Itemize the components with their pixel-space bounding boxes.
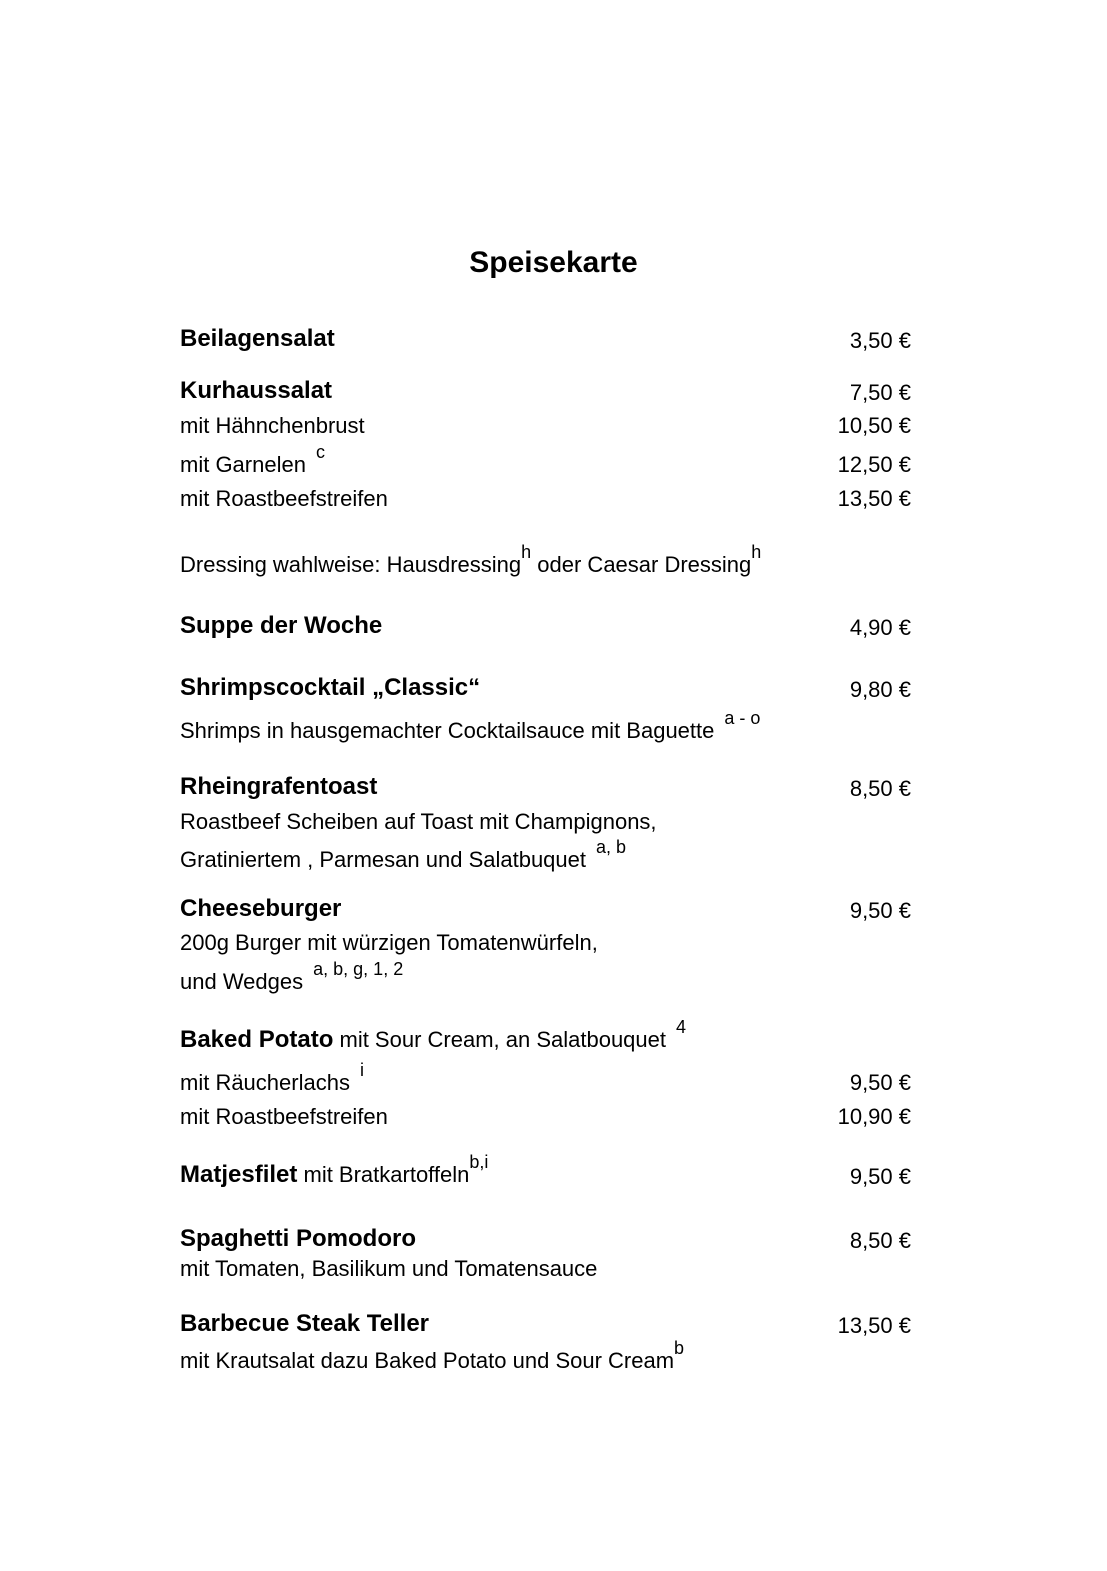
item-name-suppe: Suppe der Woche — [180, 612, 383, 639]
item-description-text: mit Krautsalat dazu Baked Potato und Sour Cream — [180, 1348, 675, 1373]
item-description — [180, 837, 627, 873]
dressing-line — [180, 542, 762, 578]
item-price-barbecue: 13,50 € — [837, 1313, 911, 1338]
item-description — [180, 959, 404, 995]
item-name-cheeseburger: Cheeseburger — [180, 895, 342, 922]
allergen-superscript: i — [359, 1060, 364, 1080]
option-price: 10,50 € — [837, 413, 911, 438]
option-price: 12,50 € — [837, 452, 911, 477]
allergen-superscript: a, b, g, 1, 2 — [313, 959, 404, 979]
allergen-superscript: h — [521, 542, 532, 562]
item-description-text: Gratiniertem , Parmesan und Salatbuquet — [180, 847, 587, 872]
item-matjesfilet — [180, 1152, 489, 1189]
option-price: 10,90 € — [837, 1104, 911, 1129]
item-price-beilagensalat: 3,50 € — [849, 328, 911, 353]
item-name-shrimpscocktail: Shrimpscocktail „Classic“ — [180, 674, 481, 701]
item-description: Roastbeef Scheiben auf Toast mit Champignons, — [180, 809, 657, 834]
option-label: mit Garnelen — [180, 452, 306, 477]
item-name-rheingrafentoast: Rheingrafentoast — [180, 773, 378, 800]
item-name-kurhaussalat: Kurhaussalat — [180, 377, 333, 404]
item-description-text: mit Bratkartoffeln — [297, 1162, 470, 1187]
item-price-rheingrafentoast: 8,50 € — [849, 776, 911, 801]
item-name-baked-potato: Baked Potato — [180, 1026, 334, 1053]
item-price-shrimpscocktail: 9,80 € — [849, 677, 911, 702]
item-name-matjesfilet: Matjesfilet — [180, 1161, 298, 1188]
allergen-superscript: h — [751, 542, 762, 562]
option-price: 9,50 € — [849, 1070, 911, 1095]
item-description: 200g Burger mit würzigen Tomatenwürfeln, — [180, 930, 598, 955]
item-description-text: mit Sour Cream, an Salatbouquet — [333, 1027, 666, 1052]
dressing-text: oder Caesar Dressing — [531, 552, 752, 577]
allergen-superscript: c — [315, 442, 325, 462]
option-price: 13,50 € — [837, 486, 911, 511]
item-price-cheeseburger: 9,50 € — [849, 898, 911, 923]
item-name-spaghetti: Spaghetti Pomodoro — [180, 1225, 416, 1252]
dressing-text: Dressing wahlweise: Hausdressing — [180, 552, 522, 577]
item-price-matjesfilet: 9,50 € — [849, 1164, 911, 1189]
item-name-barbecue: Barbecue Steak Teller — [180, 1310, 430, 1337]
item-price-kurhaussalat: 7,50 € — [849, 380, 911, 405]
item-baked-potato — [180, 1017, 687, 1054]
item-description-text: Shrimps in hausgemachter Cocktailsauce mit Baguette — [180, 718, 715, 743]
item-price-spaghetti: 8,50 € — [849, 1228, 911, 1253]
item-description — [180, 1338, 685, 1374]
item-price-suppe: 4,90 € — [849, 615, 911, 640]
item-description — [180, 708, 761, 744]
allergen-superscript: b,i — [469, 1152, 489, 1172]
page-title: Speisekarte — [469, 246, 638, 279]
item-description-text: und Wedges — [180, 969, 304, 994]
option-row — [180, 442, 325, 478]
item-description: mit Tomaten, Basilikum und Tomatensauce — [180, 1256, 598, 1281]
allergen-superscript: b — [674, 1338, 685, 1358]
option-label: mit Räucherlachs — [180, 1070, 350, 1095]
allergen-superscript: a - o — [724, 708, 761, 728]
allergen-superscript: 4 — [676, 1017, 687, 1037]
item-name-beilagensalat: Beilagensalat — [180, 325, 335, 352]
option-label: mit Roastbeefstreifen — [180, 1104, 388, 1129]
allergen-superscript: a, b — [596, 837, 627, 857]
option-row — [180, 1060, 364, 1096]
option-label: mit Roastbeefstreifen — [180, 486, 388, 511]
option-label: mit Hähnchenbrust — [180, 413, 365, 438]
